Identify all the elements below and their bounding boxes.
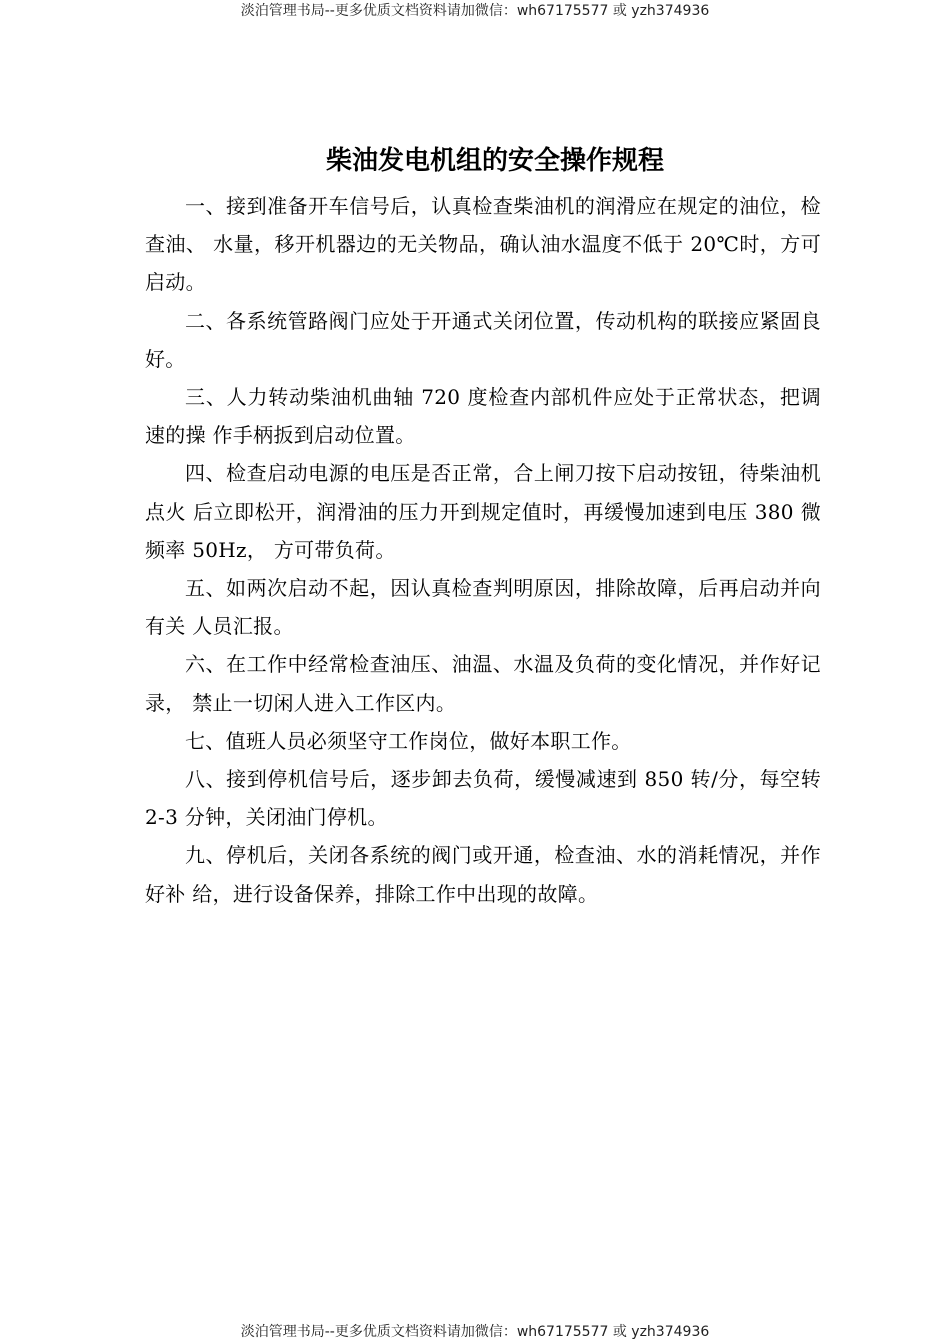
document-body: [145, 187, 828, 913]
paragraph-7: 七、值班人员必须坚守工作岗位，做好本职工作。: [185, 728, 632, 753]
paragraph-2: 二、各系统管路阀门应处于开通式关闭位置，传动机构的联接应紧固良好。: [145, 308, 821, 371]
paragraph-5: 五、如两次启动不起，因认真检查判明原因，排除故障，后再启动并向有关 人员汇报。: [145, 576, 821, 639]
document-title: 柴油发电机组的安全操作规程: [325, 146, 664, 176]
paragraph-6: 六、在工作中经常检查油压、油温、水温及负荷的变化情况，并作好记录， 禁止一切闲人进入工作区内。: [145, 652, 821, 715]
paragraph-9: 九、停机后，关闭各系统的阀门或开通，检查油、水的消耗情况，并作好补 给，进行设备保养，排除工作中出现的故障。: [145, 843, 821, 906]
paragraph-8: 八、接到停机信号后，逐步卸去负荷，缓慢减速到 850 转/分，每空转 2-3 分钟，关闭油门停机。: [145, 767, 828, 830]
paragraph-3: 三、人力转动柴油机曲轴 720 度检查内部机件应处于正常状态，把调速的操 作手柄扳到启动位置。: [145, 385, 821, 448]
paragraph-1: 一、接到准备开车信号后，认真检查柴油机的润滑应在规定的油位，检查油、 水量，移开机器边的无关物品，确认油水温度不低于 20℃时，方可启动。: [145, 194, 821, 295]
header-watermark: 淡泊管理书局--更多优质文档资料请加微信：wh67175577 或 yzh374936: [240, 3, 710, 19]
paragraph-4: 四、检查启动电源的电压是否正常，合上闸刀按下启动按钮，待柴油机点火 后立即松开，润滑油的压力开到规定值时，再缓慢加速到电压 380 微频率 50Hz， 方可带负荷。: [145, 461, 821, 562]
footer-watermark: 淡泊管理书局--更多优质文档资料请加微信：wh67175577 或 yzh374936: [240, 1324, 710, 1340]
